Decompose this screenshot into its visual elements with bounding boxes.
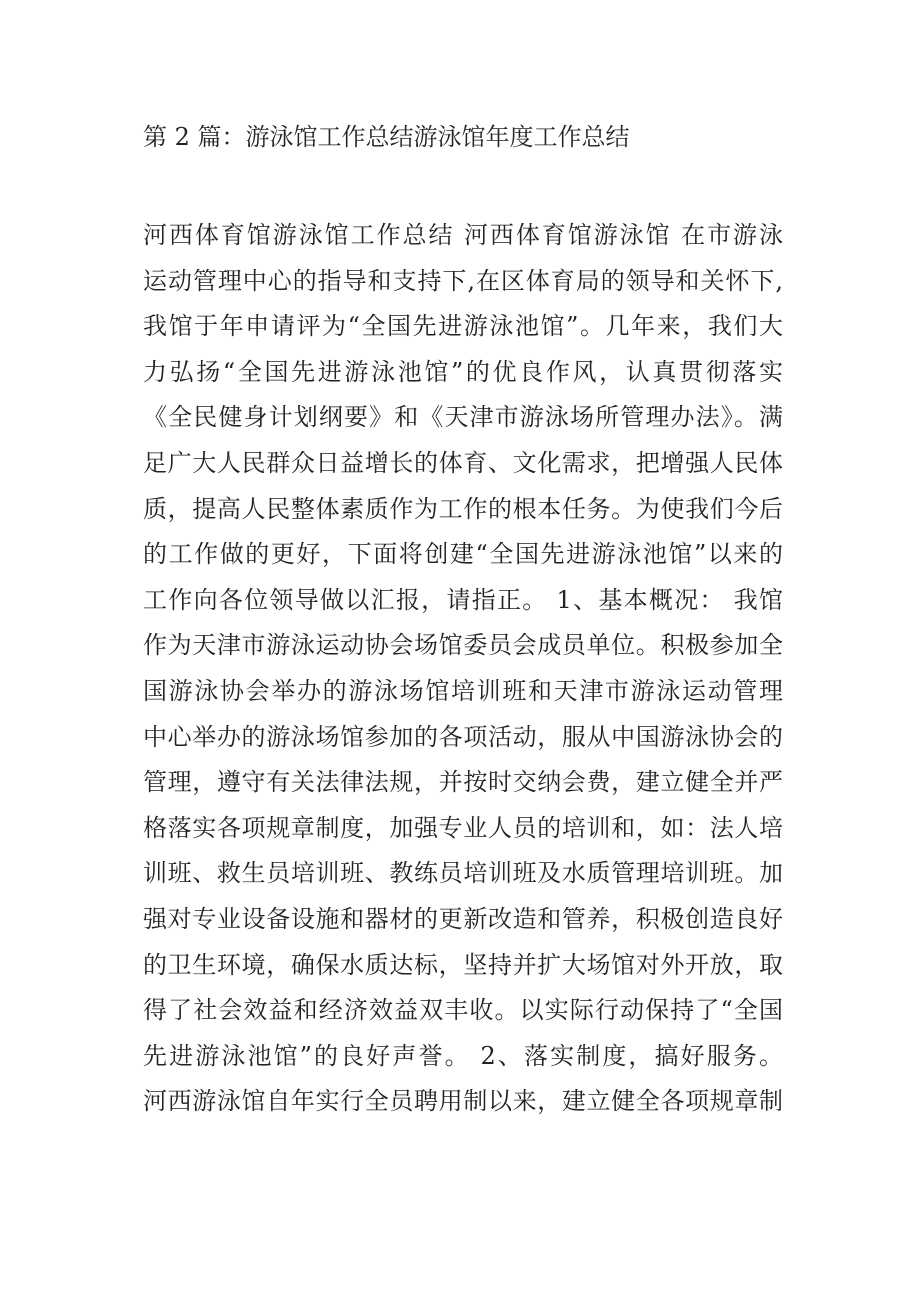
body-line: 河西游泳馆自年实行全员聘用制以来，建立健全各项规章制 — [143, 1087, 783, 1116]
body-line: 训班、救生员培训班、教练员培训班及水质管理培训班。加 — [143, 859, 783, 888]
body-line: 格落实各项规章制度，加强专业人员的培训和，如：法人培 — [143, 813, 783, 842]
body-line: 的工作做的更好，下面将创建“全国先进游泳池馆”以来的 — [143, 540, 783, 569]
document-body — [143, 213, 783, 1125]
body-line: 先进游泳池馆”的良好声誉。 2、落实制度，搞好服务。 — [143, 1041, 783, 1070]
body-line: 力弘扬“全国先进游泳池馆”的优良作风，认真贯彻落实 — [143, 357, 783, 386]
body-line: 足广大人民群众日益增长的体育、文化需求，把增强人民体 — [143, 448, 783, 477]
body-line: 作为天津市游泳运动协会场馆委员会成员单位。积极参加全 — [143, 631, 783, 660]
body-line: 河西体育馆游泳馆工作总结 河西体育馆游泳馆 在市游泳 — [143, 221, 783, 249]
body-line: 中心举办的游泳场馆参加的各项活动，服从中国游泳协会的 — [143, 722, 783, 751]
body-line: 运动管理中心的指导和支持下,在区体育局的领导和关怀下, — [143, 266, 783, 295]
body-line: 《全民健身计划纲要》和《天津市游泳场所管理办法》。满 — [143, 403, 783, 432]
body-line: 得了社会效益和经济效益双丰收。以实际行动保持了“全国 — [143, 996, 783, 1025]
body-line: 我馆于年申请评为“全国先进游泳池馆”。几年来，我们大 — [143, 312, 783, 341]
document-title: 第 2 篇：游泳馆工作总结游泳馆年度工作总结 — [143, 123, 630, 151]
body-line: 强对专业设备设施和器材的更新改造和管养，积极创造良好 — [143, 904, 783, 933]
body-line: 国游泳协会举办的游泳场馆培训班和天津市游泳运动管理 — [143, 676, 783, 705]
body-line: 的卫生环境，确保水质达标，坚持并扩大场馆对外开放，取 — [143, 950, 783, 979]
body-line: 管理，遵守有关法律法规，并按时交纳会费，建立健全并严 — [143, 768, 783, 797]
body-line: 工作向各位领导做以汇报，请指正。 1、基本概况： 我馆 — [143, 585, 783, 614]
body-line: 质，提高人民整体素质作为工作的根本任务。为使我们今后 — [143, 494, 783, 523]
